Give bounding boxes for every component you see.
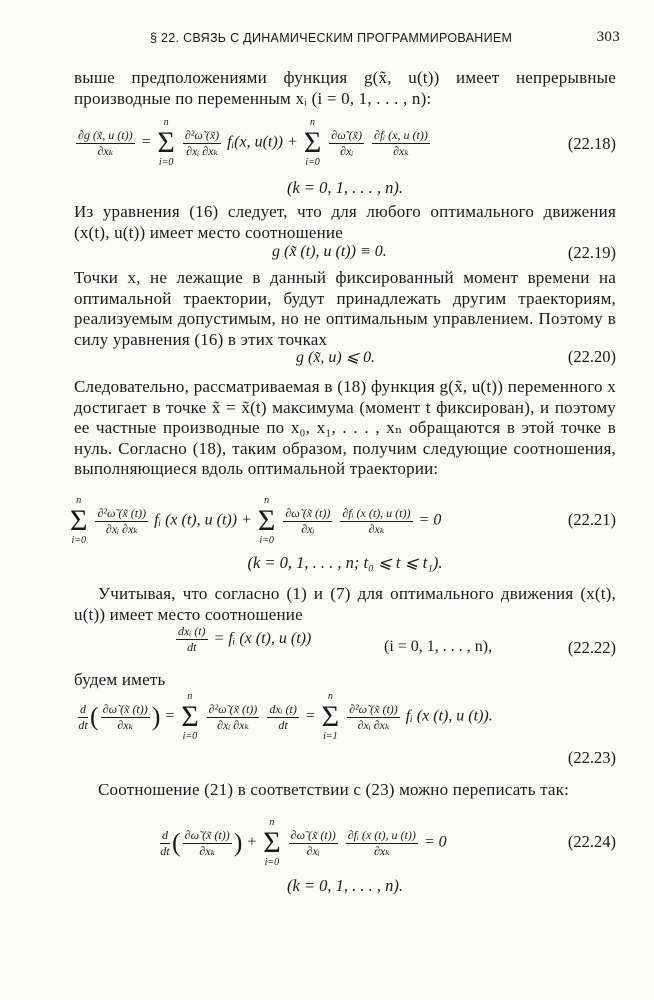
paragraph-6: будем иметь <box>74 670 166 689</box>
frac-lhs: $\frac{\partial g (x̃, u (t))}{\text{∂xₖ}}$ <box>78 127 133 158</box>
running-header <box>150 31 620 45</box>
sum-symbol: n Σ i=0 <box>157 117 175 168</box>
equation-22-23: $\frac{d}{dt}$ ( $\frac{\partial\omegã (x̃ (t))}{\text{∂xₖ}}$ ) = n Σ i=0 $\frac{\text{∂²ω̃ (x̃ (t))}}{\text{∂xᵢ ∂xₖ}}$ $\frac{\text{dxᵢ (t)}}{dt}$ = n Σ i=1 $\frac{\text{∂²ω̃ (x̃ (t))}}{\text{∂xᵢ ∂xₖ}}$ fᵢ (x (t), u (t)). (22.23) <box>78 691 616 767</box>
equation-22-18: $\frac{\partial g (x̃, u (t))}{\text{∂xₖ}}$ = n Σ i=0 $\frac{\text{∂²ω̃ (x̃)}}{\text{∂xᵢ ∂xₖ}}$ fᵢ(x, u(t)) + n Σ i=0 $\frac{\partial\omegã (x̃)}{\text{∂xᵢ}}$ $\frac{\text{∂fᵢ (x, u (t))}}{\text{∂xₖ}}$ (22.18) <box>78 117 616 168</box>
equation-22-18-condition: (k = 0, 1, . . . , n). <box>286 178 404 197</box>
page-number: 303 <box>596 29 620 45</box>
equation-22-22: $\frac{\text{dxᵢ (t)}}{dt}$ = fᵢ (x (t), u (t)) (i = 0, 1, . . . , n), (22.22) <box>178 624 616 657</box>
equation-22-24: $\frac{d}{dt}$ ( $\frac{\partial\omegã (x̃ (t))}{\text{∂xₖ}}$ ) + n Σ i=0 $\frac{\partial\omegã (x̃ (t))}{\text{∂xᵢ}}$ $\frac{\text{∂fᵢ (x (t), u (t))}}{\text{∂xₖ}}$ = 0 (22.24) <box>160 817 616 868</box>
equation-22-20: g (x̃, u) ⩽ 0. (22.20) <box>296 347 616 366</box>
equation-22-19: g (x̃ (t), u (t)) ≡ 0. (22.19) <box>272 243 616 262</box>
equation-22-21-condition: (k = 0, 1, . . . , n; t₀ ⩽ t ⩽ t₁). <box>247 553 443 572</box>
equation-number: (22.18) <box>567 134 616 153</box>
paragraph-1: выше предположениями функция g(x̃, u(t)) имеет непрерывные производные по переменным xᵢ (i = 0, 1, . . . , n): <box>74 68 616 108</box>
paragraph-5: Учитывая, что согласно (1) и (7) для оптимального движения (x(t), u(t)) имеет место соотношение <box>74 584 616 624</box>
paragraph-4: Следовательно, рассматриваемая в (18) функция g(x̃, u(t)) переменного x достигает в точке x̃ = x̃(t) максимума (момент t фиксирован), и поэтому ее частные производные по x₀, x₁, . . . , xₙ обращаются в этой точке в нуль. Согласно (18), таким образом, получим следующие соотношения, выполняющиеся вдоль оптимальной траектории: <box>74 377 616 478</box>
equation-22-21: n Σ i=0 $\frac{\text{∂²ω̃ (x̃ (t))}}{\text{∂xᵢ ∂xₖ}}$ fᵢ (x (t), u (t)) + n Σ i=0 $\frac{\partial\omegã (x̃ (t))}{\text{∂xᵢ}}$ $\frac{\text{∂fᵢ (x (t), u (t))}}{\text{∂xₖ}}$ = 0 (22.21) <box>70 495 616 546</box>
running-title: § 22. СВЯЗЬ С ДИНАМИЧЕСКИМ ПРОГРАММИРОВАНИЕМ <box>150 31 513 45</box>
equation-22-24-condition: (k = 0, 1, . . . , n). <box>286 876 404 895</box>
paragraph-7: Соотношение (21) в соответствии с (23) можно переписать так: <box>98 780 570 799</box>
paragraph-2: Из уравнения (16) следует, что для любого оптимального движения (x(t), u(t)) имеет место соотношение <box>74 202 616 242</box>
paragraph-3: Точки x, не лежащие в данный фиксированный момент времени на оптимальной траектории, будут принадлежать другим траекториям, реализуемым допустимым, но не оптимальным управлением. Поэтому в силу уравнения (16) в этих точках <box>74 268 616 349</box>
